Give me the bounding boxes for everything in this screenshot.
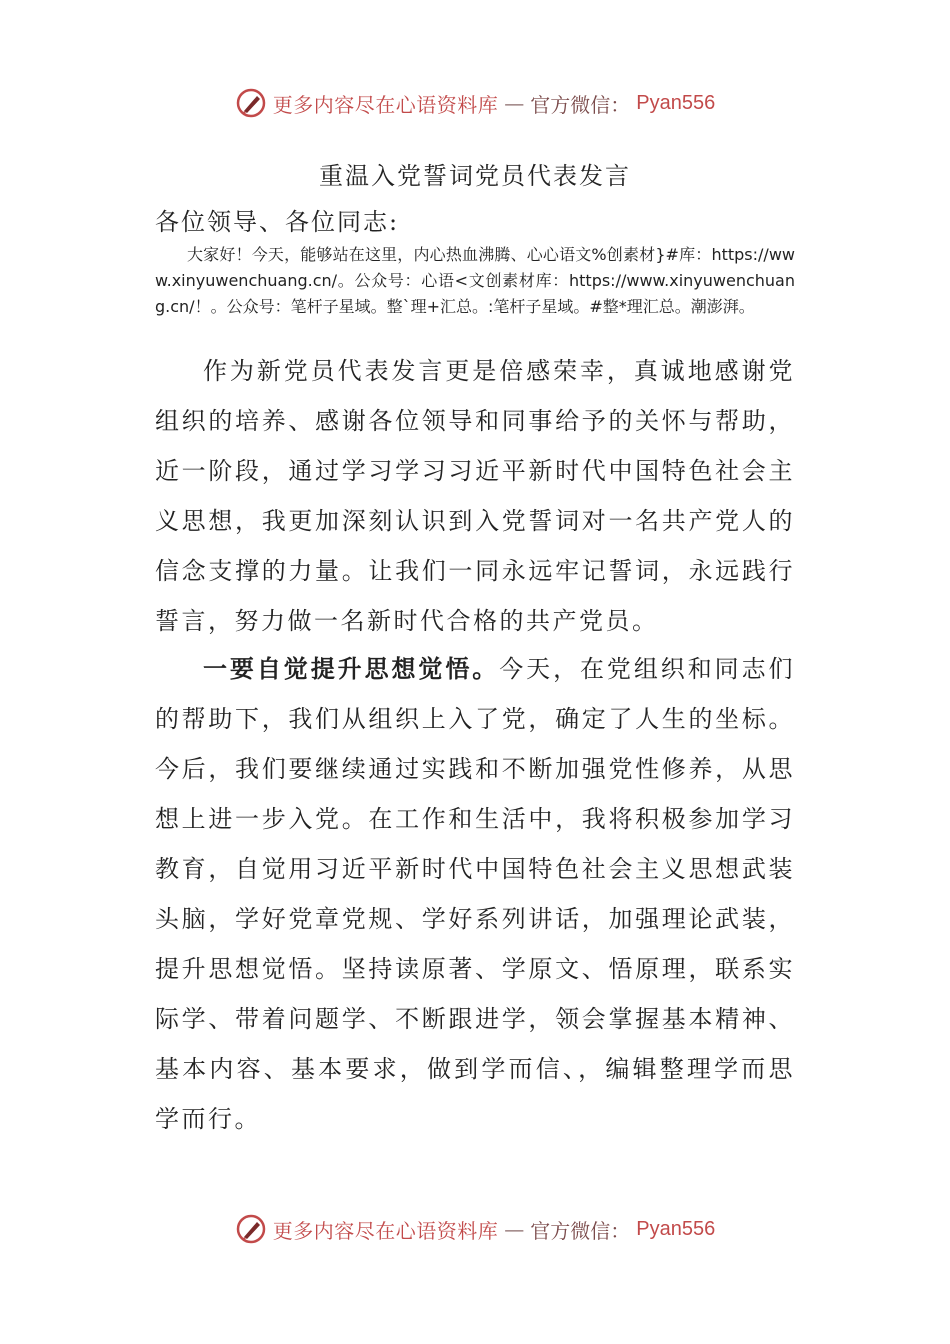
banner-wechat-id: Pyan556	[636, 1217, 716, 1240]
header-banner	[0, 86, 950, 120]
banner-wechat-id: Pyan556	[636, 91, 716, 114]
salutation: 各位领导、各位同志:	[155, 208, 400, 236]
banner-wechat-label: 官方微信：	[530, 92, 631, 117]
banner-main-text: 更多内容尽在心语资料库	[272, 1218, 499, 1243]
intro-note: 大家好！今天，能够站在这里，内心热血沸腾、心心语文%创素材}#库：https://www.xinyuwenchuang.cn/。公众号：心语<文创素材库：https://www.xinyuwenchuang.cn/！。公众号：笔杆子星域。整`理+汇总。:笔杆子星域。#整*理汇总。潮澎湃。	[155, 245, 795, 316]
banner-separator: —	[504, 91, 525, 115]
banner-separator: —	[504, 1217, 525, 1241]
paragraph-2-body: 今天，在党组织和同志们的帮助下，我们从组织上入了党，确定了人生的坐标。今后，我们要继续通过实践和不断加强党性修养，从思想上进一步入党。在工作和生活中，我将积极参加学习教育，自觉用习近平新时代中国特色社会主义思想武装头脑，学好党章党规、学好系列讲话，加强理论武装，提升思想觉悟。坚持读原著、学原文、悟原理，联系实际学、带着问题学、不断跟进学，领会掌握基本精神、基本内容、基本要求，做到学而信、，编辑整理学而思学而行。	[155, 655, 796, 1133]
paragraph-2	[155, 644, 795, 1144]
paragraph-2-lead: 一要自觉提升思想觉悟。	[203, 654, 500, 683]
pen-logo-icon	[235, 87, 267, 119]
document-title: 重温入党誓词党员代表发言	[319, 162, 631, 190]
paragraph-1: 作为新党员代表发言更是倍感荣幸，真诚地感谢党组织的培养、感谢各位领导和同事给予的关怀与帮助，近一阶段，通过学习学习习近平新时代中国特色社会主义思想，我更加深刻认识到入党誓词对一名共产党人的信念支撑的力量。让我们一同永远牢记誓词，永远践行誓言，努力做一名新时代合格的共产党员。	[155, 357, 795, 635]
pen-logo-icon	[235, 1213, 267, 1245]
footer-banner	[0, 1212, 950, 1246]
banner-main-text: 更多内容尽在心语资料库	[272, 92, 499, 117]
banner-wechat-label: 官方微信：	[530, 1218, 631, 1243]
